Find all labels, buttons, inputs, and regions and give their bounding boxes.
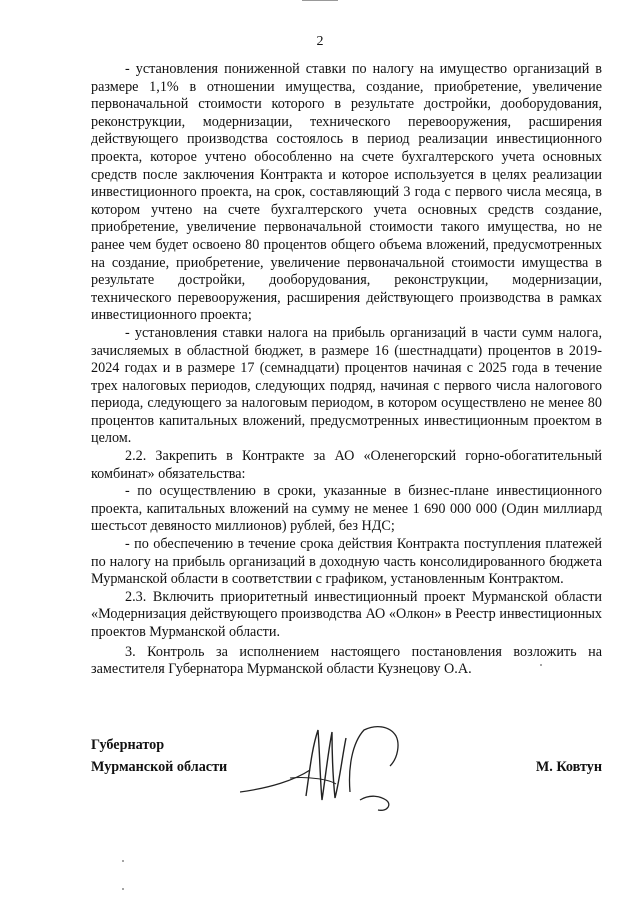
paragraph-property-tax: - установления пониженной ставки по налогу на имущество организаций в размере 1,1% в отношении имущества, создание, приобретение, увеличение первоначальной стоимости которого в результате достройки, дооборудования, реконструкции, модернизации, технического перевооружения, расширения действующего производства состоялось в период реализации инвестиционного проекта, которое учтено обособленно на счете бухгалтерского учета основных средств после заключения Контракта и которое используется в целях реализации инвестиционного проекта, на срок, составляющий 3 года с первого числа месяца, в котором учтено на счете бухгалтерского учета основных средств создание, приобретение, увеличение первоначальной стоимости такого имущества, но не ранее чем будет освоено 80 процентов общего объема вложений, предусмотренных на создание, приобретение, увеличение первоначальной стоимости имущества в результате достройки, дооборудования, реконструкции, модернизации, технического перевооружения, расширения действующего производства в рамках инвестиционного проекта; bbox=[91, 61, 602, 324]
paragraph-clause-3: 3. Контроль за исполнением настоящего постановления возложить на заместителя Губернатора Мурманской области Кузнецову О.А. bbox=[91, 643, 602, 678]
signatory-name: М. Ковтун bbox=[535, 759, 602, 775]
signatory-title-line2: Мурманской области bbox=[91, 759, 228, 775]
scan-speck bbox=[122, 888, 124, 890]
paragraph-capital-investment: - по осуществлению в сроки, указанные в бизнес-плане инвестиционного проекта, капитальных вложений на сумму не менее 1 690 000 000 (Один миллиард шестьсот девяносто миллионов) рублей, без НДС; bbox=[91, 483, 602, 535]
signatory-title bbox=[91, 734, 227, 778]
paragraph-clause-2-3: 2.3. Включить приоритетный инвестиционный проект Мурманской области «Модернизация действующего производства АО «Олкон» в Реестр инвестиционных проектов Мурманской области. bbox=[91, 588, 602, 640]
signatory-title-line1: Губернатор bbox=[91, 737, 165, 753]
page-number: 2 bbox=[316, 34, 324, 49]
paragraph-profit-tax: - установления ставки налога на прибыль организаций в части сумм налога, зачисляемых в областной бюджет, в размере 16 (шестнадцати) процентов в 2019-2024 годах и в размере 17 (семнадцати) процентов начиная с 2025 года в течение трех налоговых периодов, следующих подряд, начиная с первого числа налогового периода, следующего за налоговым периодом, в котором осуществлено не менее 80 процентов капитальных вложений, предусмотренных инвестиционным проектом в целом. bbox=[91, 324, 602, 447]
handwritten-signature bbox=[240, 718, 450, 818]
header-rule bbox=[302, 0, 338, 1]
paragraph-clause-2-2: 2.2. Закрепить в Контракте за АО «Оленегорский горно-обогатительный комбинат» обязательства: bbox=[91, 448, 602, 482]
paragraph-tax-payments: - по обеспечению в течение срока действия Контракта поступления платежей по налогу на прибыль организаций в доходную часть консолидированного бюджета Мурманской области в соответствии с графиком, установленным Контрактом. bbox=[91, 536, 602, 588]
document-body bbox=[91, 61, 602, 679]
scan-speck bbox=[540, 664, 542, 666]
scan-speck bbox=[122, 860, 124, 862]
